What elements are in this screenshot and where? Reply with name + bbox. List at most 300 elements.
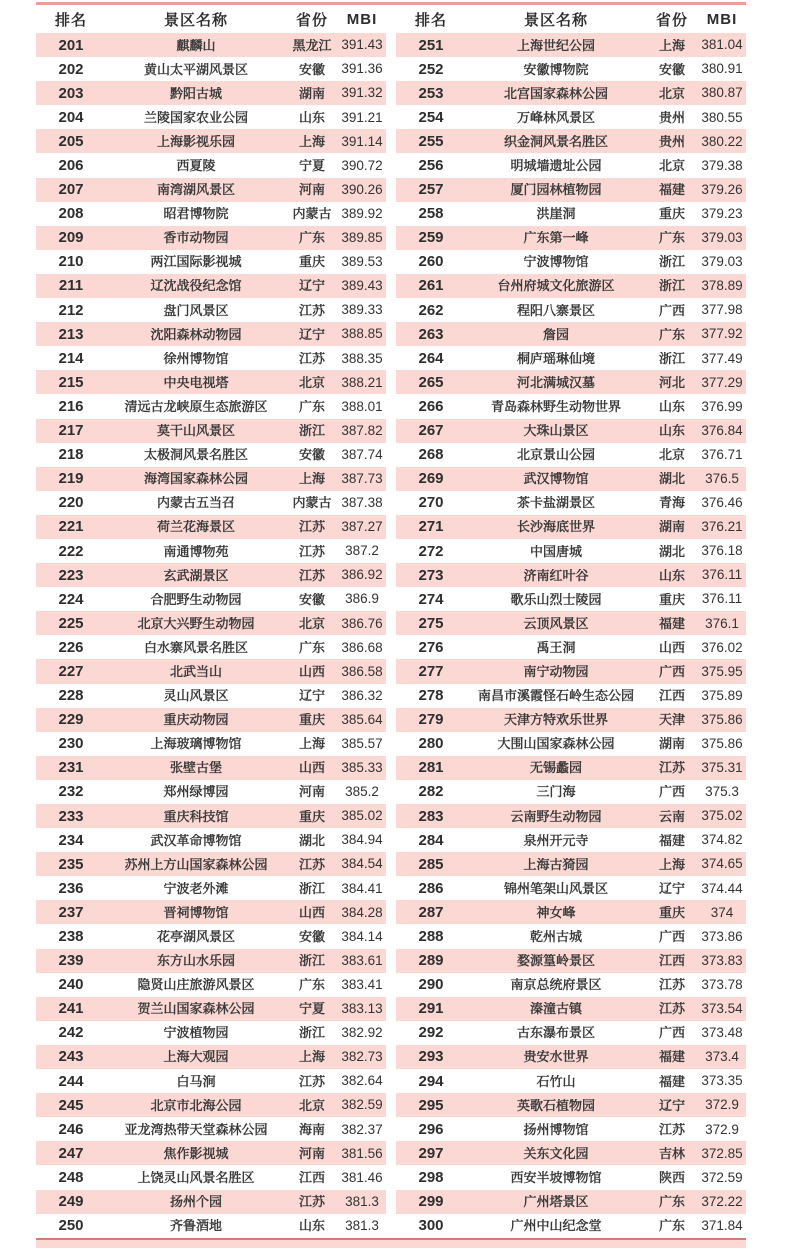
rank-cell: 230: [58, 736, 84, 752]
table-header-right: [396, 5, 746, 33]
rank-cell: 241: [58, 1001, 84, 1017]
rank-cell: 219: [58, 471, 84, 487]
mbi-cell: 381.46: [341, 1170, 383, 1185]
rank-cell: 265: [418, 374, 444, 390]
table-row: [396, 828, 746, 852]
rank-cell: 231: [58, 760, 84, 776]
province-cell: 安徽: [658, 62, 685, 76]
name-cell: 大珠山景区: [523, 424, 589, 438]
province-cell: 广东: [298, 978, 325, 992]
province-cell: 浙江: [658, 279, 685, 293]
mbi-cell: 391.21: [341, 110, 383, 125]
table-row: [396, 1190, 746, 1214]
province-cell: 北京: [298, 375, 325, 389]
province-cell: 重庆: [298, 255, 325, 269]
table-row: [396, 346, 746, 370]
rank-cell: 232: [58, 784, 84, 800]
province-cell: 江苏: [298, 1074, 325, 1088]
table-row: [36, 226, 386, 250]
province-cell: 上海: [298, 472, 325, 486]
name-cell: 上饶灵山风景名胜区: [137, 1170, 255, 1184]
mbi-cell: 384.14: [341, 929, 383, 944]
name-cell: 南宁动物园: [523, 664, 589, 678]
province-cell: 安徽: [298, 930, 325, 944]
table-row: [396, 900, 746, 924]
rank-cell: 280: [418, 736, 444, 752]
rank-cell: 260: [418, 254, 444, 270]
name-cell: 昭君博物院: [163, 207, 229, 221]
table-row: [396, 491, 746, 515]
rank-cell: 223: [58, 567, 84, 583]
province-cell: 重庆: [298, 809, 325, 823]
rank-cell: 277: [418, 663, 444, 679]
province-cell: 贵州: [658, 110, 685, 124]
name-cell: 济南红叶谷: [523, 568, 589, 582]
mbi-cell: 387.2: [345, 544, 379, 558]
rank-cell: 238: [58, 929, 84, 945]
province-cell: 江西: [298, 1170, 325, 1184]
table-row: [396, 57, 746, 81]
bottom-edge-strip: [36, 1240, 746, 1248]
mbi-cell: 388.21: [341, 375, 383, 390]
rank-cell: 268: [418, 447, 444, 463]
table-row: [396, 443, 746, 467]
mbi-cell: 382.73: [341, 1050, 383, 1064]
table-row: [36, 635, 386, 659]
rank-cell: 228: [58, 688, 84, 704]
province-cell: 江苏: [658, 1122, 685, 1136]
rank-cell: 290: [418, 977, 444, 993]
table-row: [36, 1045, 386, 1069]
rank-cell: 299: [418, 1194, 444, 1210]
province-cell: 江苏: [298, 520, 325, 534]
mbi-cell: 384.54: [341, 857, 383, 871]
name-cell: 婺源篁岭景区: [516, 954, 595, 968]
mbi-cell: 385.64: [341, 712, 383, 727]
name-cell: 两江国际影视城: [150, 255, 242, 269]
mbi-cell: 386.76: [341, 616, 383, 631]
table-row: [36, 202, 386, 226]
mbi-cell: 389.85: [341, 231, 383, 245]
table-row: [396, 1093, 746, 1117]
table-row: [396, 732, 746, 756]
rank-cell: 229: [58, 712, 84, 728]
table-row: [36, 370, 386, 394]
mbi-cell: 376.18: [701, 544, 743, 558]
province-cell: 北京: [658, 159, 685, 173]
province-cell: 上海: [658, 857, 685, 871]
column-header-mbi: MBI: [346, 10, 378, 28]
province-cell: 江西: [658, 954, 685, 968]
province-cell: 广东: [298, 640, 325, 654]
rank-cell: 259: [418, 230, 444, 246]
mbi-cell: 373.48: [701, 1026, 743, 1040]
province-cell: 北京: [658, 448, 685, 462]
province-cell: 浙江: [298, 424, 325, 438]
table-row: [36, 443, 386, 467]
province-cell: 陕西: [658, 1170, 685, 1184]
table-row: [36, 924, 386, 948]
name-cell: 上海影视乐园: [156, 134, 235, 148]
table-header-left: [36, 5, 386, 33]
rank-cell: 250: [58, 1218, 84, 1234]
province-cell: 广东: [658, 327, 685, 341]
mbi-cell: 386.68: [341, 640, 383, 655]
province-cell: 安徽: [298, 448, 325, 462]
province-cell: 浙江: [298, 1026, 325, 1040]
rank-cell: 252: [418, 61, 444, 77]
mbi-cell: 388.35: [341, 351, 383, 366]
province-cell: 广东: [658, 1195, 685, 1209]
rank-cell: 243: [58, 1049, 84, 1065]
table-row: [396, 105, 746, 129]
name-cell: 古东瀑布景区: [516, 1026, 595, 1040]
table-row: [396, 756, 746, 780]
table-row: [396, 973, 746, 997]
province-cell: 江苏: [298, 857, 325, 871]
table-row: [396, 635, 746, 659]
rank-cell: 266: [418, 398, 444, 414]
rank-cell: 263: [418, 326, 444, 342]
table-row: [396, 563, 746, 587]
rank-cell: 296: [418, 1121, 444, 1137]
province-cell: 山东: [298, 110, 325, 124]
rank-cell: 239: [58, 953, 84, 969]
name-cell: 黄山太平湖风景区: [143, 62, 248, 76]
table-row: [396, 587, 746, 611]
rank-cell: 283: [418, 808, 444, 824]
rank-cell: 256: [418, 158, 444, 174]
name-cell: 锦州笔架山风景区: [503, 881, 608, 895]
name-cell: 中国唐城: [529, 544, 582, 558]
name-cell: 上海大观园: [163, 1050, 229, 1064]
name-cell: 北武当山: [169, 664, 222, 678]
mbi-cell: 376.1: [705, 616, 739, 631]
table-row: [396, 226, 746, 250]
table-row: [396, 298, 746, 322]
mbi-cell: 391.43: [341, 38, 383, 52]
table-row: [396, 202, 746, 226]
province-cell: 湖北: [658, 544, 685, 558]
province-cell: 青海: [658, 496, 685, 510]
mbi-cell: 391.36: [341, 62, 383, 76]
rank-cell: 253: [418, 85, 444, 101]
name-cell: 齐鲁酒地: [169, 1219, 222, 1233]
mbi-cell: 379.38: [701, 158, 743, 173]
province-cell: 辽宁: [298, 689, 325, 703]
name-cell: 三门海: [536, 785, 576, 799]
province-cell: 黑龙江: [292, 38, 332, 52]
province-cell: 广西: [658, 785, 685, 799]
name-cell: 白马涧: [176, 1074, 216, 1088]
name-cell: 内蒙古五当召: [156, 496, 235, 510]
table-row: [396, 129, 746, 153]
name-cell: 焦作影视城: [163, 1146, 229, 1160]
name-cell: 隐贤山庄旅游风景区: [137, 978, 255, 992]
table-row: [396, 949, 746, 973]
mbi-cell: 376.11: [701, 592, 743, 606]
rank-cell: 248: [58, 1169, 84, 1185]
province-cell: 河北: [658, 375, 685, 389]
province-cell: 湖南: [658, 737, 685, 751]
mbi-cell: 381.3: [345, 1218, 379, 1233]
table-row: [36, 1141, 386, 1165]
name-cell: 茶卡盐湖景区: [516, 496, 595, 510]
mbi-cell: 372.9: [705, 1122, 739, 1137]
mbi-cell: 386.58: [341, 664, 383, 679]
rank-cell: 242: [58, 1025, 84, 1041]
mbi-cell: 374.65: [701, 857, 743, 871]
province-cell: 广东: [658, 1219, 685, 1233]
name-cell: 英歌石植物园: [516, 1098, 595, 1112]
name-cell: 合肥野生动物园: [150, 592, 242, 606]
table-row: [36, 250, 386, 274]
rank-cell: 300: [418, 1218, 444, 1234]
table-row: [36, 1165, 386, 1189]
province-cell: 山西: [658, 640, 685, 654]
mbi-cell: 384.41: [341, 881, 383, 896]
province-cell: 山东: [298, 1219, 325, 1233]
name-cell: 万峰林风景区: [516, 110, 595, 124]
table-row: [396, 81, 746, 105]
name-cell: 张壁古堡: [169, 761, 222, 775]
mbi-cell: 376.99: [701, 399, 743, 414]
province-cell: 安徽: [298, 592, 325, 606]
table-row: [36, 515, 386, 539]
mbi-cell: 381.3: [345, 1194, 379, 1209]
mbi-cell: 390.72: [341, 158, 383, 173]
name-cell: 东方山水乐园: [156, 954, 235, 968]
rank-cell: 212: [58, 302, 84, 318]
mbi-cell: 376.5: [705, 471, 739, 486]
rank-cell: 216: [58, 398, 84, 414]
name-cell: 北京大兴野生动物园: [137, 616, 255, 630]
province-cell: 山东: [658, 568, 685, 582]
name-cell: 宁波植物园: [163, 1026, 229, 1040]
column-header-mbi: MBI: [706, 10, 738, 28]
rank-cell: 285: [418, 856, 444, 872]
rank-cell: 257: [418, 182, 444, 198]
mbi-cell: 382.37: [341, 1122, 383, 1137]
rank-cell: 279: [418, 712, 444, 728]
rank-cell: 233: [58, 808, 84, 824]
mbi-cell: 373.86: [701, 929, 743, 944]
name-cell: 玄武湖景区: [163, 568, 229, 582]
mbi-cell: 372.85: [701, 1146, 743, 1161]
rank-cell: 227: [58, 663, 84, 679]
province-cell: 湖北: [658, 472, 685, 486]
name-cell: 上海世纪公园: [516, 38, 595, 52]
name-cell: 乾州古城: [529, 930, 582, 944]
table-row: [36, 322, 386, 346]
mbi-cell: 386.9: [345, 592, 379, 606]
table-row: [36, 828, 386, 852]
mbi-cell: 391.32: [341, 86, 383, 100]
province-cell: 海南: [298, 1122, 325, 1136]
mbi-cell: 376.21: [701, 520, 743, 534]
mbi-cell: 372.9: [705, 1098, 739, 1112]
mbi-cell: 374.44: [701, 881, 743, 896]
table-row: [396, 1141, 746, 1165]
mbi-cell: 373.54: [701, 1002, 743, 1016]
province-cell: 江苏: [658, 1002, 685, 1016]
table-row: [396, 33, 746, 57]
mbi-cell: 373.83: [701, 953, 743, 968]
rank-cell: 272: [418, 543, 444, 559]
table-row: [36, 1214, 386, 1238]
name-cell: 灵山风景区: [163, 689, 229, 703]
name-cell: 南湾湖风景区: [156, 183, 235, 197]
column-header-province: 省份: [655, 11, 688, 29]
table-row: [396, 876, 746, 900]
province-cell: 贵州: [658, 134, 685, 148]
mbi-cell: 375.31: [701, 761, 743, 775]
column-header-rank: 排名: [54, 11, 87, 29]
rank-cell: 264: [418, 350, 444, 366]
name-cell: 上海玻璃博物馆: [150, 737, 242, 751]
name-cell: 长沙海底世界: [516, 520, 595, 534]
rank-cell: 249: [58, 1194, 84, 1210]
table-row: [36, 105, 386, 129]
table-row: [396, 852, 746, 876]
mbi-cell: 379.23: [701, 206, 743, 221]
name-cell: 北京景山公园: [516, 448, 595, 462]
table-row: [396, 924, 746, 948]
column-header-name: 景区名称: [163, 11, 228, 29]
name-cell: 黔阳古城: [169, 86, 222, 100]
table-row: [396, 611, 746, 635]
mbi-cell: 376.11: [701, 568, 743, 582]
table-row: [396, 780, 746, 804]
mbi-cell: 389.43: [341, 279, 383, 293]
province-cell: 广西: [658, 930, 685, 944]
province-cell: 吉林: [658, 1146, 685, 1160]
rank-cell: 224: [58, 591, 84, 607]
ranking-table-right: [396, 5, 746, 1238]
rank-cell: 295: [418, 1097, 444, 1113]
rank-cell: 281: [418, 760, 444, 776]
name-cell: 西夏陵: [176, 159, 216, 173]
rank-cell: 207: [58, 182, 84, 198]
province-cell: 广西: [658, 664, 685, 678]
mbi-cell: 389.53: [341, 255, 383, 269]
table-row: [36, 81, 386, 105]
mbi-cell: 387.73: [341, 471, 383, 486]
province-cell: 广西: [658, 303, 685, 317]
name-cell: 神女峰: [536, 905, 576, 919]
table-row: [36, 587, 386, 611]
province-cell: 重庆: [658, 207, 685, 221]
rank-cell: 244: [58, 1073, 84, 1089]
rank-cell: 206: [58, 158, 84, 174]
table-row: [36, 997, 386, 1021]
mbi-cell: 373.78: [701, 977, 743, 992]
table-row: [396, 515, 746, 539]
table-row: [36, 178, 386, 202]
mbi-cell: 377.92: [701, 327, 743, 341]
name-cell: 禹王洞: [536, 640, 576, 654]
mbi-cell: 383.41: [341, 977, 383, 992]
rank-cell: 297: [418, 1145, 444, 1161]
mbi-cell: 389.92: [341, 206, 383, 221]
rank-cell: 204: [58, 109, 84, 125]
table-row: [396, 1069, 746, 1093]
rank-cell: 267: [418, 423, 444, 439]
table-row: [36, 467, 386, 491]
column-header-province: 省份: [295, 11, 328, 29]
ranking-table-left: [36, 5, 386, 1238]
table-row: [396, 274, 746, 298]
province-cell: 广东: [298, 231, 325, 245]
rank-cell: 274: [418, 591, 444, 607]
province-cell: 福建: [658, 183, 685, 197]
mbi-cell: 385.57: [341, 737, 383, 751]
mbi-cell: 376.46: [701, 496, 743, 510]
table-row: [36, 298, 386, 322]
name-cell: 广州塔景区: [523, 1195, 589, 1209]
province-cell: 福建: [658, 1050, 685, 1064]
mbi-cell: 371.84: [701, 1218, 743, 1233]
mbi-cell: 375.89: [701, 688, 743, 703]
table-row: [36, 900, 386, 924]
province-cell: 重庆: [658, 905, 685, 919]
name-cell: 洪崖洞: [536, 207, 576, 221]
province-cell: 河南: [298, 183, 325, 197]
table-row: [396, 178, 746, 202]
name-cell: 武汉博物馆: [523, 472, 589, 486]
rank-cell: 203: [58, 85, 84, 101]
name-cell: 莫干山风景区: [156, 424, 235, 438]
name-cell: 兰陵国家农业公园: [143, 110, 248, 124]
mbi-cell: 374.82: [701, 833, 743, 847]
name-cell: 海湾国家森林公园: [143, 472, 248, 486]
rank-cell: 245: [58, 1097, 84, 1113]
province-cell: 浙江: [658, 351, 685, 365]
province-cell: 上海: [298, 1050, 325, 1064]
rank-cell: 293: [418, 1049, 444, 1065]
province-cell: 山东: [658, 424, 685, 438]
table-row: [396, 153, 746, 177]
province-cell: 上海: [298, 737, 325, 751]
rank-cell: 276: [418, 639, 444, 655]
province-cell: 山西: [298, 905, 325, 919]
table-row: [36, 659, 386, 683]
table-row: [36, 732, 386, 756]
mbi-cell: 379.03: [701, 231, 743, 245]
rank-cell: 258: [418, 206, 444, 222]
name-cell: 贺兰山国家森林公园: [137, 1002, 255, 1016]
name-cell: 晋祠博物馆: [163, 905, 229, 919]
province-cell: 辽宁: [298, 327, 325, 341]
name-cell: 麒麟山: [176, 38, 216, 52]
name-cell: 中央电视塔: [163, 375, 229, 389]
name-cell: 扬州博物馆: [523, 1122, 589, 1136]
ranking-tables-container: [36, 5, 746, 1238]
table-row: [36, 708, 386, 732]
mbi-cell: 386.32: [341, 688, 383, 703]
table-row: [36, 129, 386, 153]
mbi-cell: 384.28: [341, 905, 383, 920]
province-cell: 广西: [658, 1026, 685, 1040]
name-cell: 歌乐山烈士陵园: [510, 592, 602, 606]
table-row: [36, 274, 386, 298]
name-cell: 北宫国家森林公园: [503, 86, 608, 100]
rank-cell: 289: [418, 953, 444, 969]
table-row: [36, 153, 386, 177]
mbi-cell: 387.74: [341, 447, 383, 462]
name-cell: 清远古龙峡原生态旅游区: [124, 399, 268, 413]
name-cell: 青岛森林野生动物世界: [490, 399, 621, 413]
